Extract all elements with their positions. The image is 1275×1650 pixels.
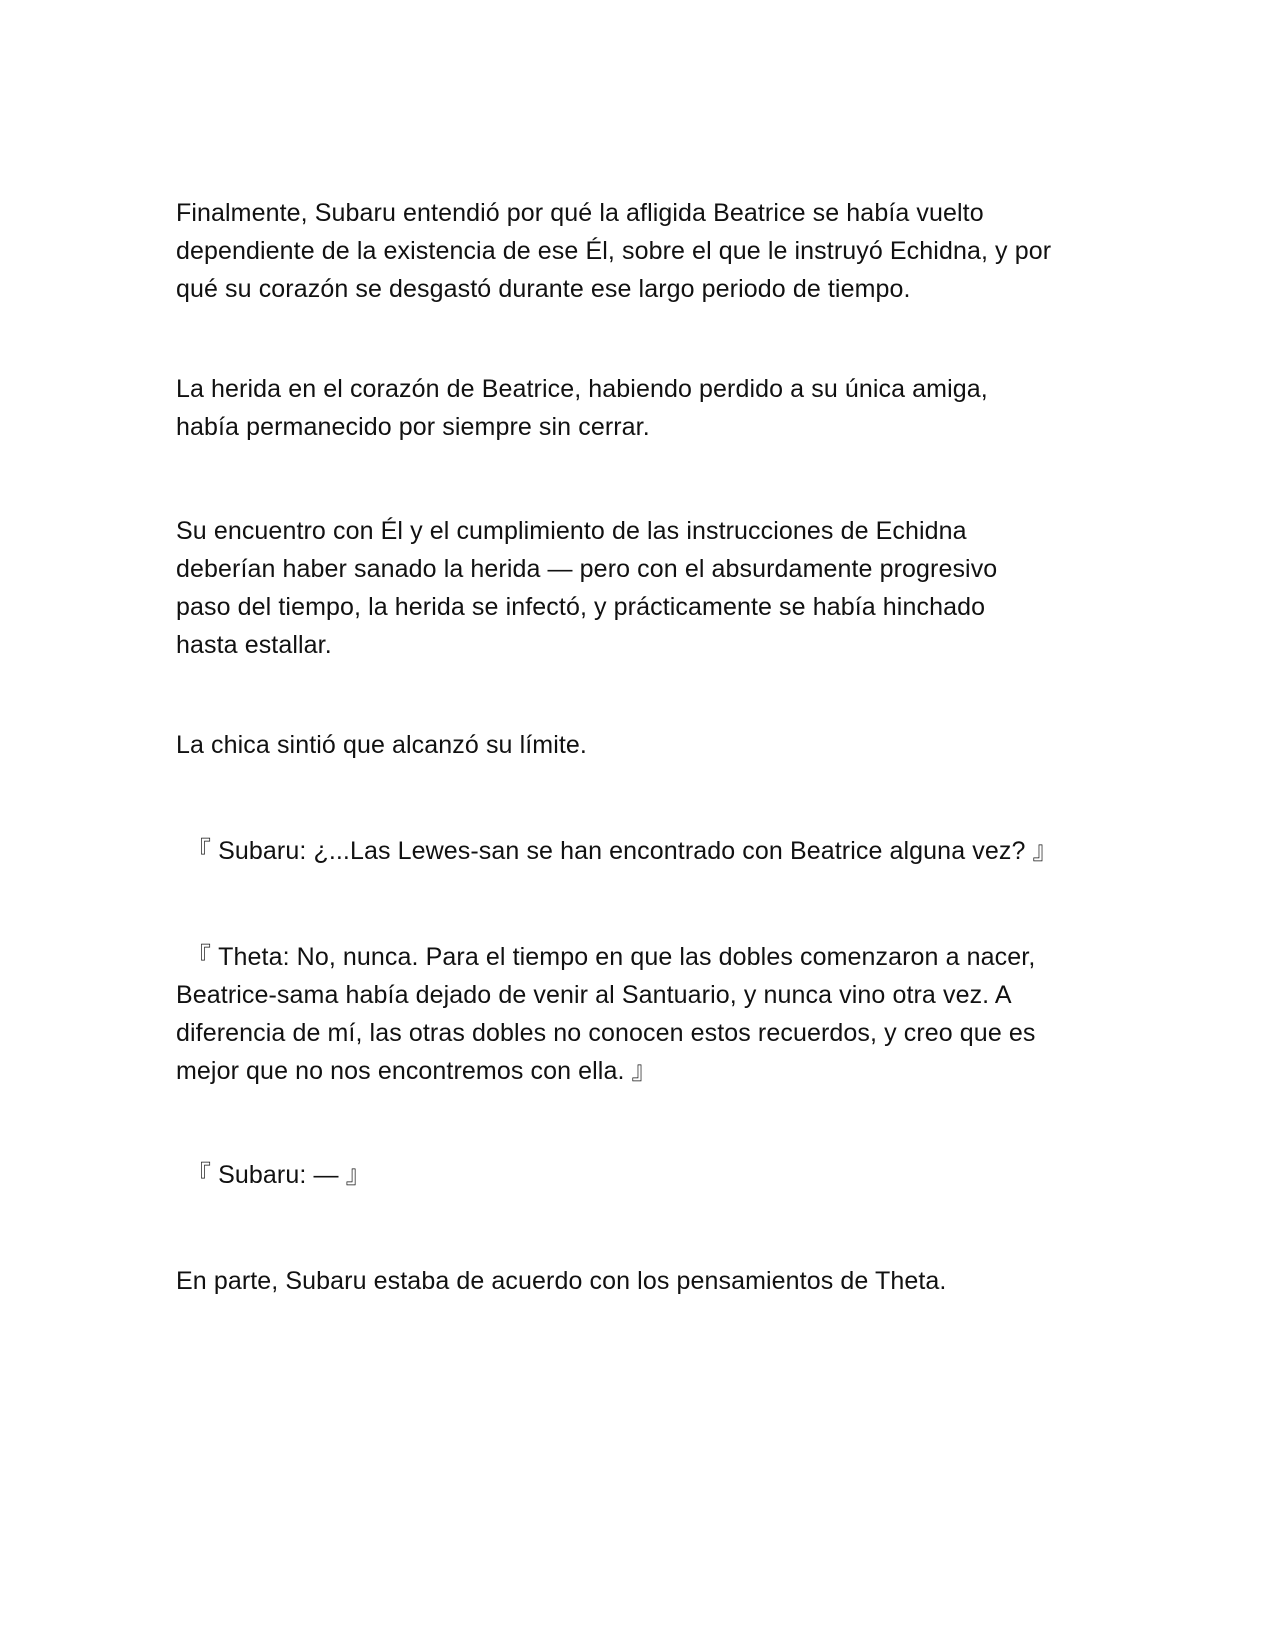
paragraph-2 <box>176 370 1116 446</box>
text-line: mejor que no nos encontremos con ella. 』 <box>176 1057 657 1085</box>
text-line: 『 Subaru: — 』 <box>186 1161 371 1189</box>
text-line: deberían haber sanado la herida — pero con el absurdamente progresivo <box>176 555 998 583</box>
text-line: Finalmente, Subaru entendió por qué la afligida Beatrice se había vuelto <box>176 199 984 227</box>
dialogue-theta <box>176 938 1116 1090</box>
text-line: En parte, Subaru estaba de acuerdo con los pensamientos de Theta. <box>176 1267 947 1295</box>
text-line: hasta estallar. <box>176 631 332 659</box>
dialogue-subaru-2 <box>186 1156 1126 1194</box>
text-line: 『 Theta: No, nunca. Para el tiempo en que las dobles comenzaron a nacer, <box>186 943 1036 971</box>
text-line: La chica sintió que alcanzó su límite. <box>176 731 587 759</box>
paragraph-3 <box>176 512 1116 664</box>
text-line: qué su corazón se desgastó durante ese largo periodo de tiempo. <box>176 275 911 303</box>
text-line: diferencia de mí, las otras dobles no conocen estos recuerdos, y creo que es <box>176 1019 1036 1047</box>
text-line: La herida en el corazón de Beatrice, habiendo perdido a su única amiga, <box>176 375 988 403</box>
paragraph-4 <box>176 726 1116 764</box>
text-line: dependiente de la existencia de ese Él, sobre el que le instruyó Echidna, y por <box>176 237 1052 265</box>
text-line: Beatrice-sama había dejado de venir al Santuario, y nunca vino otra vez. A <box>176 981 1012 1009</box>
text-line: 『 Subaru: ¿...Las Lewes-san se han encontrado con Beatrice alguna vez? 』 <box>186 837 1058 865</box>
paragraph-1 <box>176 194 1116 308</box>
text-line: paso del tiempo, la herida se infectó, y prácticamente se había hinchado <box>176 593 986 621</box>
text-line: había permanecido por siempre sin cerrar. <box>176 413 650 441</box>
text-line: Su encuentro con Él y el cumplimiento de las instrucciones de Echidna <box>176 517 967 545</box>
paragraph-closing <box>176 1262 1116 1300</box>
dialogue-subaru-1 <box>186 832 1126 870</box>
